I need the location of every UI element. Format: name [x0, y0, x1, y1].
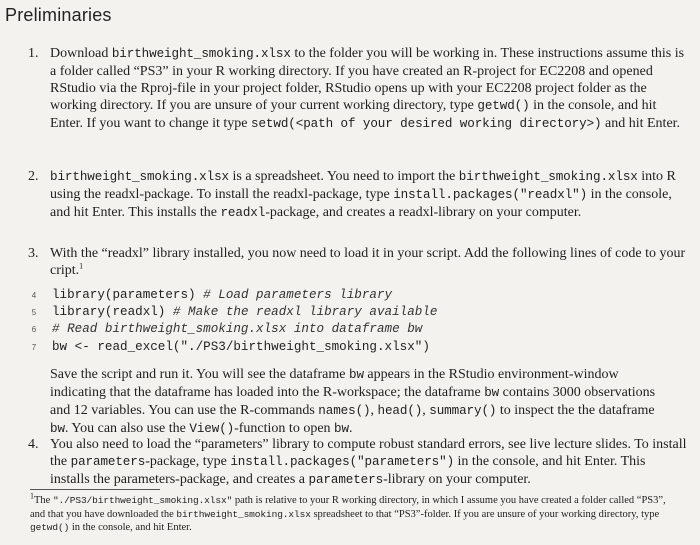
text-run: With the “readxl” library installed, you now need to load it in your script. Add the following lines of code to your cript.	[50, 246, 686, 278]
function-name: summary()	[429, 404, 497, 418]
footnote-divider	[30, 489, 160, 490]
file-name: birthweight_smoking.xlsx	[458, 170, 638, 184]
section-title: Preliminaries	[5, 5, 112, 25]
code-line	[28, 339, 668, 356]
code-text	[52, 321, 422, 338]
footnote	[30, 491, 670, 535]
text-run: ,	[422, 403, 430, 418]
code-comment: # Make the readxl library available	[172, 305, 438, 320]
text-run: into R using the readxl-package. To install the readxl-package, type	[50, 169, 676, 202]
line-number: 7	[31, 342, 37, 352]
dataframe-name: bw	[334, 422, 349, 436]
getwd-command: getwd()	[30, 522, 70, 533]
function-name: View()	[189, 422, 235, 436]
list-item-3	[28, 245, 688, 279]
install-command: install.packages("readxl")	[393, 188, 588, 202]
item-text	[50, 168, 688, 222]
code-statement: library(readxl)	[52, 305, 173, 320]
text-run: -package, type	[145, 454, 231, 469]
item-text	[50, 436, 688, 489]
text-run: in the console, and hit Enter. This installs the	[50, 187, 672, 220]
code-line	[28, 304, 668, 321]
item-text	[50, 245, 688, 279]
text-run: ,	[370, 403, 378, 418]
item-number: 1.	[28, 46, 39, 61]
item-number: 4.	[28, 437, 39, 452]
setwd-command: setwd(<path of your desired working directory>)	[251, 117, 602, 131]
line-number: 4	[31, 291, 37, 300]
package-name: parameters	[308, 473, 384, 487]
text-run: appears in the RStudio environment-window indicating that the dataframe has loaded into the R-workspace; the dataframe	[50, 367, 619, 400]
code-statement: library(parameters)	[52, 288, 204, 302]
file-name: birthweight_smoking.xlsx	[50, 170, 229, 184]
function-name: head()	[377, 404, 423, 418]
after-code-paragraph	[50, 366, 675, 438]
item-number: 2.	[28, 169, 39, 184]
install-command: install.packages("parameters")	[230, 455, 455, 469]
code-comment: # Load parameters library	[203, 288, 393, 302]
text-run: . You can also use the	[64, 421, 190, 436]
text-run: in the console, and hit Enter. This installs the parameters-package, and creates a	[50, 454, 646, 487]
text-run: -library on your computer.	[383, 472, 531, 487]
text-run: path is relative to your R working directory, in which I assume you have created a folder called “PS3”, and that you have downloaded the	[30, 495, 666, 520]
line-number: 6	[31, 325, 37, 335]
text-run: Download	[50, 46, 112, 61]
text-run: to inspect the the dataframe	[496, 403, 655, 418]
list-item-1	[28, 45, 688, 133]
text-run: contains 3000 observations and 12 variables. You can use the R-commands	[50, 385, 656, 418]
code-comment: # Read birthweight_smoking.xlsx into dataframe bw	[52, 322, 423, 337]
file-path: "./PS3/birthweight_smoking.xlsx"	[52, 495, 233, 506]
text-run: -function to open	[234, 421, 335, 436]
text-run: in the console, and hit Enter.	[69, 522, 192, 533]
code-text	[52, 339, 430, 356]
item-text	[50, 45, 688, 133]
line-number: 5	[31, 308, 37, 318]
text-run: You also need to load the “parameters” library to compute robust standard errors, see live lecture slides. To install the	[50, 437, 687, 469]
code-text	[52, 287, 392, 304]
text-run: in the console, and hit Enter. If you want to change it type	[50, 98, 657, 131]
footnote-mark: 1	[30, 491, 34, 501]
code-statement: bw <- read_excel("./PS3/birthweight_smoking.xlsx")	[52, 339, 430, 354]
dataframe-name: bw	[50, 422, 65, 436]
function-name: names()	[318, 404, 371, 418]
item-number: 3.	[28, 246, 39, 261]
text-run: Save the script and run it. You will see the dataframe	[50, 367, 349, 382]
text-run: spreadsheet to that “PS3”-folder. If you are unsure of your working directory, type	[310, 508, 660, 520]
text-run: and hit Enter.	[601, 116, 681, 131]
text-run: The	[34, 495, 53, 506]
code-block	[28, 287, 668, 356]
list-item-2	[28, 168, 688, 222]
dataframe-name: bw	[348, 368, 364, 382]
getwd-command: getwd()	[477, 99, 530, 113]
text-run: is a spreadsheet. You need to import the	[228, 169, 459, 184]
file-name: birthweight_smoking.xlsx	[176, 508, 311, 520]
package-name: parameters	[70, 455, 146, 469]
text-run: -package, and creates a readxl-library on your computer.	[265, 205, 582, 220]
text-run: .	[348, 421, 353, 436]
file-name: birthweight_smoking.xlsx	[111, 47, 291, 61]
footnote-mark: 1	[79, 261, 84, 271]
code-line	[28, 287, 668, 304]
code-text	[52, 304, 437, 321]
package-name: readxl	[220, 206, 266, 220]
text-run: to the folder you will be working in. These instructions assume this is a folder called “PS3” in your R working directory. If you have created an R-project for EC2208 and opened RStudio via the Rproj-file in your project folder, RStudio opens up with your EC2208 project folder as the working directory. If you are unsure of your current working directory, type	[50, 46, 685, 113]
code-line	[28, 321, 668, 338]
list-item-4	[28, 436, 688, 489]
dataframe-name: bw	[484, 386, 500, 400]
